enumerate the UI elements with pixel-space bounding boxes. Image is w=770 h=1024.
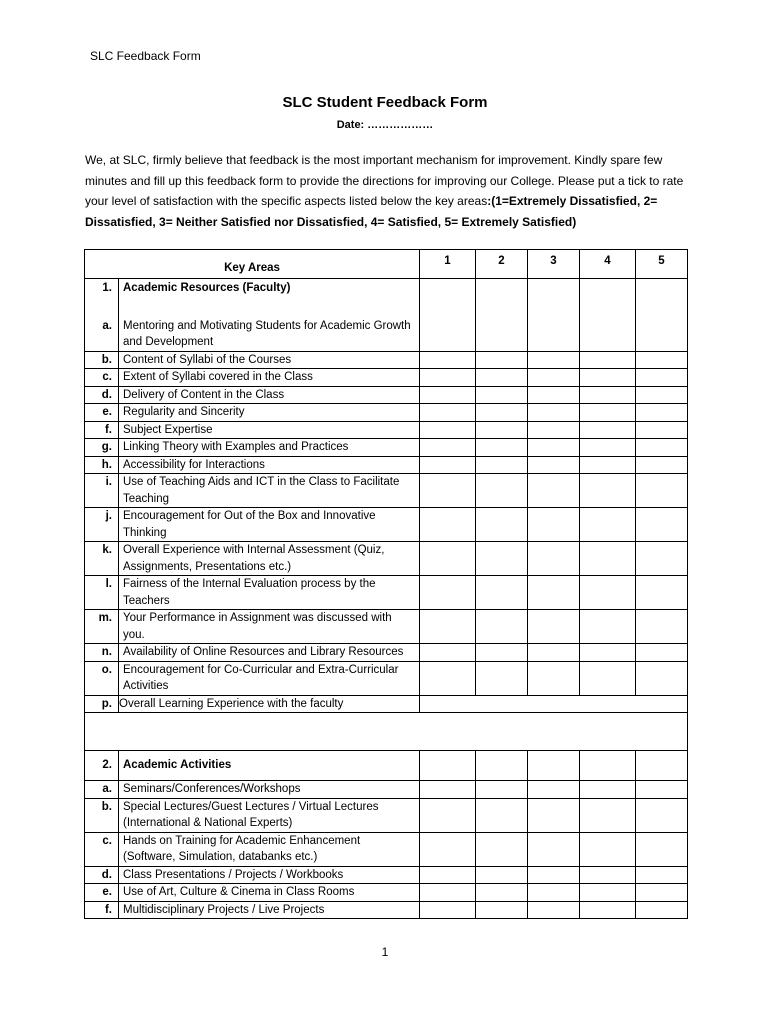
- table-row: [85, 369, 688, 387]
- rating-cell[interactable]: [420, 884, 476, 902]
- rating-cell[interactable]: [636, 901, 688, 919]
- rating-cell[interactable]: [636, 386, 688, 404]
- table-row: [85, 866, 688, 884]
- item-text: Delivery of Content in the Class: [119, 386, 420, 404]
- item-text: Seminars/Conferences/Workshops: [119, 781, 420, 799]
- table-row: [85, 661, 688, 695]
- score-header-2: 2: [476, 250, 528, 279]
- rating-cell[interactable]: [636, 508, 688, 542]
- table-row: [85, 901, 688, 919]
- rating-cell[interactable]: [580, 386, 636, 404]
- rating-cell[interactable]: [636, 610, 688, 644]
- item-text: Your Performance in Assignment was discussed with you.: [119, 610, 420, 644]
- rating-cell[interactable]: [528, 901, 580, 919]
- rating-cell[interactable]: [420, 661, 476, 695]
- rating-cell[interactable]: [476, 421, 528, 439]
- table-row: [85, 508, 688, 542]
- rating-cell[interactable]: [420, 421, 476, 439]
- rating-cell[interactable]: [476, 404, 528, 422]
- rating-cell[interactable]: [476, 610, 528, 644]
- rating-cell[interactable]: [528, 351, 580, 369]
- rating-cell[interactable]: [580, 644, 636, 662]
- rating-cell[interactable]: [476, 661, 528, 695]
- rating-cell[interactable]: [420, 610, 476, 644]
- item-letter: e.: [85, 404, 119, 422]
- rating-cell[interactable]: [580, 542, 636, 576]
- rating-cell[interactable]: [636, 474, 688, 508]
- rating-cell[interactable]: [636, 798, 688, 832]
- rating-cell[interactable]: [420, 369, 476, 387]
- rating-cell[interactable]: [476, 542, 528, 576]
- rating-cell[interactable]: [420, 386, 476, 404]
- rating-cell[interactable]: [528, 386, 580, 404]
- rating-cell[interactable]: [528, 315, 580, 352]
- rating-cell[interactable]: [476, 315, 528, 352]
- rating-cell[interactable]: [476, 866, 528, 884]
- item-letter: j.: [85, 508, 119, 542]
- rating-cell[interactable]: [580, 474, 636, 508]
- rating-cell[interactable]: [420, 781, 476, 799]
- rating-cell[interactable]: [476, 798, 528, 832]
- item-text: Linking Theory with Examples and Practices: [119, 439, 420, 457]
- item-text: Accessibility for Interactions: [119, 456, 420, 474]
- item-letter: d.: [85, 866, 119, 884]
- rating-cell[interactable]: [528, 884, 580, 902]
- rating-cell[interactable]: [580, 456, 636, 474]
- rating-cell[interactable]: [476, 351, 528, 369]
- item-text: Mentoring and Motivating Students for Academic Growth and Development: [119, 315, 420, 352]
- rating-cell[interactable]: [636, 751, 688, 781]
- item-letter: c.: [85, 832, 119, 866]
- section1-title: Academic Resources (Faculty): [119, 279, 420, 315]
- rating-cell[interactable]: [476, 901, 528, 919]
- rating-cell[interactable]: [636, 542, 688, 576]
- rating-cell[interactable]: [420, 798, 476, 832]
- rating-cell[interactable]: [476, 751, 528, 781]
- item-letter: e.: [85, 884, 119, 902]
- table-row: [85, 474, 688, 508]
- rating-cell[interactable]: [420, 456, 476, 474]
- item-letter: f.: [85, 421, 119, 439]
- rating-cell[interactable]: [528, 832, 580, 866]
- rating-cell[interactable]: [420, 351, 476, 369]
- item-letter: i.: [85, 474, 119, 508]
- rating-cell[interactable]: [528, 781, 580, 799]
- rating-cell[interactable]: [528, 421, 580, 439]
- rating-cell[interactable]: [420, 508, 476, 542]
- item-letter: d.: [85, 386, 119, 404]
- rating-cell[interactable]: [580, 421, 636, 439]
- item-text: Availability of Online Resources and Library Resources: [119, 644, 420, 662]
- rating-cell[interactable]: [476, 781, 528, 799]
- score-header-1: 1: [420, 250, 476, 279]
- rating-cell[interactable]: [528, 508, 580, 542]
- rating-cell[interactable]: [580, 315, 636, 352]
- item-letter: h.: [85, 456, 119, 474]
- rating-cell[interactable]: [420, 901, 476, 919]
- table-row: [85, 315, 688, 352]
- rating-cell[interactable]: [636, 439, 688, 457]
- rating-cell[interactable]: [580, 884, 636, 902]
- rating-cell[interactable]: [580, 439, 636, 457]
- key-areas-header: Key Areas: [85, 250, 420, 279]
- item-letter: b.: [85, 351, 119, 369]
- item-text: Use of Teaching Aids and ICT in the Class to Facilitate Teaching: [119, 474, 420, 508]
- table-row: [85, 439, 688, 457]
- item-text: Regularity and Sincerity: [119, 404, 420, 422]
- rating-cell[interactable]: [580, 798, 636, 832]
- rating-cell[interactable]: [528, 866, 580, 884]
- table-row: [85, 404, 688, 422]
- rating-cell[interactable]: [528, 439, 580, 457]
- rating-cell[interactable]: [476, 456, 528, 474]
- page-number: 1: [381, 945, 389, 959]
- rating-cell[interactable]: [476, 644, 528, 662]
- item-text: Subject Expertise: [119, 421, 420, 439]
- rating-cell[interactable]: [528, 798, 580, 832]
- rating-cell[interactable]: [636, 576, 688, 610]
- rating-scale: :(1=Extremely Dissatisfied, 2= Dissatisfied, 3= Neither Satisfied nor Dissatisfied, 4= Satisfied, 5= Extremely Satisfied): [85, 194, 658, 229]
- table-row: [85, 456, 688, 474]
- rating-cell[interactable]: [476, 832, 528, 866]
- rating-cell[interactable]: [528, 751, 580, 781]
- intro-paragraph: [85, 150, 685, 232]
- rating-cell[interactable]: [528, 474, 580, 508]
- item-letter: m.: [85, 610, 119, 644]
- table-row: [85, 884, 688, 902]
- rating-cell[interactable]: [636, 279, 688, 315]
- table-row: [85, 576, 688, 610]
- rating-cell[interactable]: [528, 369, 580, 387]
- date-field[interactable]: Date: ………………: [336, 119, 434, 131]
- rating-cell[interactable]: [476, 386, 528, 404]
- rating-cell[interactable]: [636, 644, 688, 662]
- item-text: Use of Art, Culture & Cinema in Class Rooms: [119, 884, 420, 902]
- rating-cell[interactable]: [420, 404, 476, 422]
- section2-header-row: [85, 751, 688, 781]
- spacer-cell: [85, 713, 688, 751]
- rating-cell[interactable]: [420, 439, 476, 457]
- rating-cell[interactable]: [528, 644, 580, 662]
- item-letter: b.: [85, 798, 119, 832]
- rating-cell[interactable]: [476, 474, 528, 508]
- rating-cell[interactable]: [420, 279, 476, 315]
- rating-cell[interactable]: [528, 542, 580, 576]
- rating-cell[interactable]: [580, 866, 636, 884]
- rating-cell[interactable]: [476, 576, 528, 610]
- item-letter: c.: [85, 369, 119, 387]
- rating-cell[interactable]: [528, 279, 580, 315]
- rating-cell[interactable]: [420, 751, 476, 781]
- item-text: Special Lectures/Guest Lectures / Virtual Lectures (International & National Experts): [119, 798, 420, 832]
- section1-header-row: [85, 279, 688, 315]
- rating-cell[interactable]: [636, 661, 688, 695]
- item-text: Content of Syllabi of the Courses: [119, 351, 420, 369]
- header-row: [85, 250, 688, 279]
- rating-cell[interactable]: [420, 866, 476, 884]
- table-row: [85, 832, 688, 866]
- table-row: [85, 644, 688, 662]
- table-row: [85, 351, 688, 369]
- section2-number: 2.: [85, 751, 119, 781]
- item-text: Overall Learning Experience with the faculty: [119, 695, 420, 713]
- rating-cell[interactable]: [580, 279, 636, 315]
- item-letter: l.: [85, 576, 119, 610]
- rating-cell[interactable]: [420, 474, 476, 508]
- rating-cell[interactable]: [636, 884, 688, 902]
- rating-cell[interactable]: [636, 351, 688, 369]
- rating-cell[interactable]: [476, 508, 528, 542]
- rating-cell[interactable]: [420, 315, 476, 352]
- rating-cell[interactable]: [420, 644, 476, 662]
- rating-cell[interactable]: [528, 610, 580, 644]
- rating-cell[interactable]: [636, 315, 688, 352]
- section1-number: 1.: [85, 279, 119, 315]
- rating-cell[interactable]: [580, 781, 636, 799]
- item-letter: k.: [85, 542, 119, 576]
- rating-cell[interactable]: [636, 781, 688, 799]
- table-row: [85, 610, 688, 644]
- rating-cell[interactable]: [580, 832, 636, 866]
- item-letter: f.: [85, 901, 119, 919]
- item-letter: g.: [85, 439, 119, 457]
- score-header-5: 5: [636, 250, 688, 279]
- table-row: [85, 421, 688, 439]
- rating-cell[interactable]: [476, 439, 528, 457]
- rating-cell[interactable]: [636, 832, 688, 866]
- score-header-3: 3: [528, 250, 580, 279]
- rating-cell[interactable]: [580, 508, 636, 542]
- table-row: [85, 386, 688, 404]
- rating-cell[interactable]: [476, 279, 528, 315]
- item-text: Encouragement for Out of the Box and Innovative Thinking: [119, 508, 420, 542]
- rating-cell[interactable]: [636, 421, 688, 439]
- rating-cell[interactable]: [580, 404, 636, 422]
- rating-cell[interactable]: [636, 866, 688, 884]
- rating-cell[interactable]: [476, 369, 528, 387]
- page-header: SLC Feedback Form: [90, 49, 201, 63]
- rating-cell[interactable]: [580, 901, 636, 919]
- item-letter: a.: [85, 315, 119, 352]
- rating-cell[interactable]: [476, 884, 528, 902]
- item-text: Encouragement for Co-Curricular and Extra-Curricular Activities: [119, 661, 420, 695]
- item-letter: a.: [85, 781, 119, 799]
- rating-cell[interactable]: [580, 751, 636, 781]
- table-row: [85, 542, 688, 576]
- rating-cell[interactable]: [528, 404, 580, 422]
- rating-cell[interactable]: [636, 404, 688, 422]
- rating-cell[interactable]: [420, 542, 476, 576]
- score-header-4: 4: [580, 250, 636, 279]
- item-letter: o.: [85, 661, 119, 695]
- intro-text: We, at SLC, firmly believe that feedback is the most important mechanism for improvement. Kindly spare few minutes and fill up this feedback form to provide the directions for improving our College. Please put a tick to rate your level of satisfaction with the specific aspects listed below the key areas: [85, 153, 684, 208]
- rating-cell[interactable]: [420, 832, 476, 866]
- item-text: Hands on Training for Academic Enhancement (Software, Simulation, databanks etc.): [119, 832, 420, 866]
- table-row: [85, 781, 688, 799]
- spacer-row: [85, 713, 688, 751]
- rating-cell[interactable]: [528, 661, 580, 695]
- item-text: Extent of Syllabi covered in the Class: [119, 369, 420, 387]
- rating-cell[interactable]: [580, 661, 636, 695]
- table-row: [85, 695, 688, 713]
- item-text: Class Presentations / Projects / Workbooks: [119, 866, 420, 884]
- rating-cell[interactable]: [420, 576, 476, 610]
- section2-title: Academic Activities: [119, 751, 420, 781]
- rating-cell[interactable]: [580, 610, 636, 644]
- item-text: Overall Experience with Internal Assessment (Quiz, Assignments, Presentations etc.): [119, 542, 420, 576]
- table-row: [85, 798, 688, 832]
- item-text: Multidisciplinary Projects / Live Projects: [119, 901, 420, 919]
- rating-cell[interactable]: [636, 369, 688, 387]
- rating-cell[interactable]: [580, 576, 636, 610]
- rating-cell[interactable]: [580, 369, 636, 387]
- item-text: Fairness of the Internal Evaluation process by the Teachers: [119, 576, 420, 610]
- rating-cell[interactable]: [636, 456, 688, 474]
- rating-cell[interactable]: [580, 351, 636, 369]
- feedback-table: [84, 249, 688, 919]
- rating-cell[interactable]: [528, 576, 580, 610]
- page-title: SLC Student Feedback Form: [282, 94, 488, 111]
- item-letter: p.: [85, 695, 119, 713]
- item-letter: n.: [85, 644, 119, 662]
- empty-cell: [420, 695, 688, 713]
- rating-cell[interactable]: [528, 456, 580, 474]
